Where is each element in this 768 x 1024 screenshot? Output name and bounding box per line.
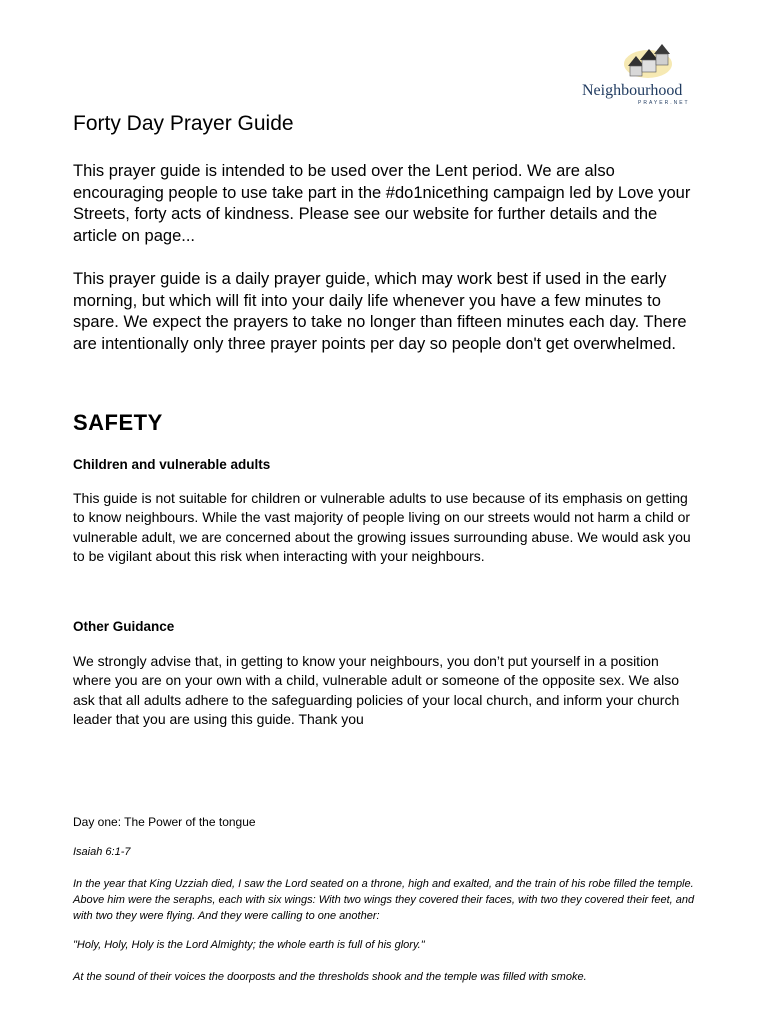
subheading-children: Children and vulnerable adults	[73, 457, 271, 472]
subheading-other-guidance: Other Guidance	[73, 619, 175, 634]
other-guidance-text: We strongly advise that, in getting to know your neighbours, you don’t put yourself in a position where you are on your own with a child, vulnerable adult or someone of the opposite sex. We also ask that all adults adhere to the safeguarding policies of your local church, and inform your church leader that you are using this guide. Thank you	[73, 653, 680, 727]
children-guidance-text: This guide is not suitable for children or vulnerable adults to use because of its emphasis on getting to know neighbours. While the vast majority of people living on our streets would not harm a child or vulnerable adult, we are concerned about the growing issues surrounding abuse. We would ask you to be vigilant about this risk when interacting with your neighbours.	[73, 490, 691, 564]
day-title: Day one: The Power of the tongue	[73, 815, 256, 829]
intro-paragraph: This prayer guide is intended to be used over the Lent period. We are also encouraging people to use take part in the #do1nicething campaign led by Love your Streets, forty acts of kindness. Please see our website for further details and the article on page...	[73, 162, 691, 245]
neighbourhood-prayer-logo	[578, 40, 698, 108]
scripture-paragraph: In the year that King Uzziah died, I saw the Lord seated on a throne, high and exalted, and the train of his robe filled the temple. Above him were the seraphs, each with six wings: With two wings they covered their faces, with two they covered their feet, and with two they were flying. And they were calling to one another:	[73, 878, 695, 922]
logo-subtitle: PRAYER.NET	[638, 100, 690, 106]
intro-paragraph: This prayer guide is a daily prayer guide, which may work best if used in the early morning, but which will fit into your daily life whenever you have a few minutes to spare. We expect the prayers to take no longer than fifteen minutes each day. There are intentionally only three prayer points per day so people don't get overwhelmed.	[73, 270, 687, 353]
page-title: Forty Day Prayer Guide	[73, 112, 294, 135]
scripture-paragraph: "Holy, Holy, Holy is the Lord Almighty; the whole earth is full of his glory."	[73, 939, 425, 951]
section-title-safety: SAFETY	[73, 410, 163, 435]
logo-name: Neighbourhood	[582, 82, 683, 99]
houses-icon	[622, 40, 678, 82]
scripture-paragraph: At the sound of their voices the doorposts and the thresholds shook and the temple was filled with smoke.	[73, 971, 587, 983]
scripture-reference: Isaiah 6:1-7	[73, 846, 131, 858]
